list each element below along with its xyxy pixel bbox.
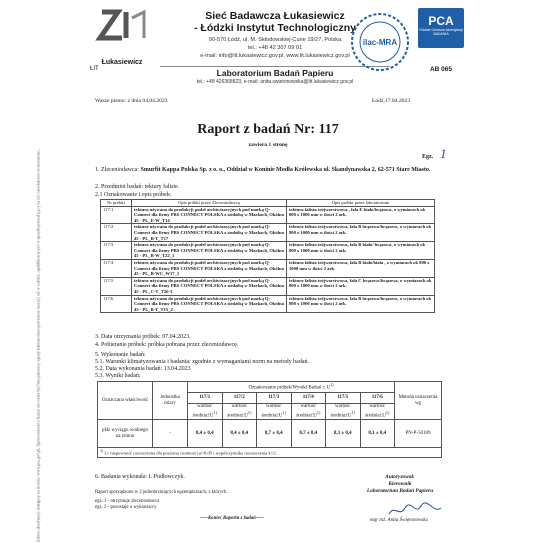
value-label: wartość średnia±U (227, 403, 248, 419)
value-sup: 1) (247, 409, 252, 415)
table-row (98, 420, 442, 448)
email-line: e-mail: info@lit.lukasiewicz.gov.pl, www.lit.lukasiewicz.gov.pl (200, 53, 350, 59)
value-label-cell (222, 403, 257, 420)
address-line: 90-570 Łódź, ul. M. Skłodowskiej-Curie 19/27, Polska (208, 37, 342, 43)
section-performed-by: 6. Badania wykonała: I. Pudłowczyk. (95, 474, 185, 480)
received-letter: Wasze pismo: z dnia 04.04.2023 (95, 98, 168, 104)
section-conditions: 5.1. Warunki klimatyzowania i badania: zgodnie z wymaganiami norm na metody badań. (95, 359, 310, 365)
phone-line: tel.: +48 42 307 09 01 (247, 45, 303, 51)
role-1: Kierownik (388, 481, 412, 487)
value-label: wartość średnia±U (261, 403, 283, 419)
results-header-method: Metoda oznaczenia wg (395, 382, 442, 420)
signer-name: mgr inż. Anita Świętonowska (370, 518, 428, 523)
lab-name: Laboratorium Badań Papieru (216, 68, 334, 78)
sample-no: 117/3 (101, 242, 132, 260)
report-subtitle: zawiera 1 stronę (248, 142, 288, 148)
table-row (98, 448, 442, 458)
sample-lab-desc: tektura falista trójwarstwowa, fala C brązowo/brązowa, o wymiarach ok 800 x 1000 mm w ilości 2 ark. (287, 277, 435, 295)
value-sup: 1) (385, 409, 390, 415)
sample-no: 117/2 (101, 224, 132, 242)
sample-no: 117/6 (101, 295, 132, 313)
result-value: 8,3 ± 0,4 (326, 420, 361, 448)
section-received-date: 3. Data otrzymania próbek: 07.04.2023. (95, 334, 191, 340)
sample-client-desc: tektura używana do produkcji pudeł archiwizacyjnych pod marką Q- Connect dla firmy PBS CONNECT POLSKA z siedzibą w Markach, Okólna 45 - PL_E-W_T14 (132, 206, 287, 224)
value-label: wartość średnia±U (192, 403, 214, 419)
lab-contact: tel.: +48 426368823, e-mail: anita.swietonowska@lit.lukasiewicz.gov.pl (196, 79, 354, 85)
results-sample-col: 117/6 (360, 392, 395, 403)
section-test-date: 5.2. Data wykonania badań: 13.04.2023 (95, 366, 191, 372)
pca-badge (418, 8, 464, 78)
result-method: PN-P-50109 (395, 420, 442, 448)
pca-sub: Polskie Centrum Akredytacji (419, 28, 463, 32)
results-sample-col: 117/1 (188, 392, 223, 403)
table-row (101, 206, 435, 224)
client-label: 1. Zleceniodawca: (95, 167, 139, 173)
table-row (101, 242, 435, 260)
report-title: Raport z badań Nr: 117 (197, 122, 339, 137)
value-label-cell (291, 403, 326, 420)
sample-no: 117/4 (101, 259, 132, 277)
sample-lab-desc: tektura falista trójwarstwowa, fala B brązowo/brązowa, o wymiarach ok 800 x 1000 mm w ilości 2 ark. (287, 295, 435, 313)
org-line2: - Łódzki Instytut Technologiczny (194, 22, 356, 34)
results-sample-col: 117/2 (222, 392, 257, 403)
results-header-group-text: Oznakowanie próbek/Wyniki Badań ± U (248, 385, 331, 391)
distribution-text: Raport sporządzono w 2 jednobrzmiących egzemplarzach, z których: (95, 490, 228, 495)
org-line1: Sieć Badawcza Łukasiewicz (205, 10, 345, 22)
section-samples-label: 2.1 Oznakowanie i opis próbek: (95, 192, 172, 198)
pca-label: PCA (428, 14, 454, 28)
section-subject: 2. Przedmiot badań: tektury faliste. (95, 184, 180, 190)
copy1-text: egz. 1 - otrzymuje zleceniodawca (95, 499, 160, 504)
value-label-cell (360, 403, 395, 420)
table-row (101, 277, 435, 295)
sample-no: 117/1 (101, 206, 132, 224)
value-label: wartość średnia±U (365, 403, 386, 419)
authorized-label: Autoryzował: (385, 474, 415, 480)
value-sup: 1) (316, 409, 321, 415)
ilac-label: ilac-MRA (362, 38, 398, 47)
results-footnote-cell (98, 448, 442, 458)
results-header-unit: Jednostka miary (153, 382, 188, 420)
result-value: 8,4 ± 0,4 (222, 420, 257, 448)
results-sample-col: 117/3 (257, 392, 292, 403)
side-legal-text: Zakres akredytacji dostępny na stronie: www.pca.gov.pl, Sprawozdanie z badań nie może być bez pisemnej zgody laboratorium powielane inaczej niż w całości, opublikowanych w sposób pozwalający na ich niewłaściwe zrozumienie... (35, 147, 41, 543)
value-label-cell (257, 403, 292, 420)
result-property: pHz wyciągu wodnego na zimno (98, 420, 153, 448)
result-value: 8,4 ± 0,4 (188, 420, 223, 448)
results-sample-col: 117/5 (326, 392, 361, 403)
result-unit: - (153, 420, 188, 448)
sample-lab-desc: tektura falista trójwarstwowa, fala B biało/biała , o wymiarach ok 800 x 1000 mm w ilości 2 ark. (287, 259, 435, 277)
value-sup: 1) (351, 409, 355, 415)
sample-lab-desc: tektura falista trójwarstwowa, fala B brązowo/brązowa, o wymiarach ok 800 x 1000 mm w ilości 2 ark. (287, 224, 435, 242)
lukasiewicz-logo (88, 8, 156, 70)
value-label-cell (188, 403, 223, 420)
sample-client-desc: tektura używana do produkcji pudeł archiwizacyjnych pod marką Q- Connect dla firmy PBS CONNECT POLSKA z siedzibą w Markach, Okólna 45 - PL_B-T_T15_2 (132, 295, 287, 313)
copy2-text: egz. 2 - pozostaje u wykonawcy (95, 505, 157, 510)
sample-client-desc: tektura używana do produkcji pudeł archiwizacyjnych pod marką Q- Connect dla firmy PBS CONNECT POLSKA z siedzibą w Markach, Okólna 45 - PL_C-T_T26-3 (132, 277, 287, 295)
distribution-note (95, 490, 228, 511)
logo-text: Łukasiewicz (101, 59, 143, 66)
value-label: wartość średnia±U (330, 403, 352, 419)
copy-label: Egz. (422, 154, 434, 160)
section-results-label: 5.3. Wyniki badań: (95, 373, 141, 379)
sample-client-desc: tektura używana do produkcji pudeł archiwizacyjnych pod marką Q- Connect dla firmy PBS CONNECT POLSKA z siedzibą w Markach, Okólna 45 - PL_B-WC_W17_1 (132, 259, 287, 277)
result-value: 8,7 ± 0,4 (257, 420, 292, 448)
table-row (101, 224, 435, 242)
table-row (101, 259, 435, 277)
value-label: wartość średnia±U (296, 403, 317, 419)
pca-code: AB 065 (429, 66, 453, 73)
results-footnote: U- niepewność rozszerzona dla poziomu istotności α=0,05 i współczynnika rozszerzenia k=2. (104, 450, 277, 456)
copy-number: 1 (440, 146, 447, 161)
value-label-cell (326, 403, 361, 420)
samples-header-no: Nr próbki (101, 200, 132, 207)
results-header-group (188, 382, 395, 393)
signature-image (385, 500, 445, 520)
client-value: Smurfit Kappa Polska Sp. z o. o., Oddział w Koninie Modła Królewska ul. Skandynawska 2, 62-571 Stare Miasto. (140, 167, 431, 173)
results-header-group-sup: 1) (330, 382, 334, 387)
footnote-sup: 1) (100, 449, 104, 454)
authorization-block (350, 474, 450, 495)
ilac-mra-seal (348, 10, 412, 74)
report-end: -----Koniec Raportu z badań----- (200, 516, 264, 521)
sample-no: 117/5 (101, 277, 132, 295)
value-sup: 1) (213, 409, 217, 415)
samples-table (100, 199, 435, 313)
samples-header-client: Opis próbki przez Zleceniodawcę (132, 200, 287, 207)
section-sampling: 4. Pobieranie próbek: próbka pobrana przez zleceniodawcę. (95, 342, 239, 348)
section-execution: 5. Wykonanie badań: (95, 352, 146, 358)
sample-lab-desc: tektura falista trójwarstwowa , fala E biało/brązowa, o wymiarach ok 800 x 1000 mm w ilości 2 ark. (287, 206, 435, 224)
samples-header-lab: Opis próbki przez laboratorium (287, 200, 435, 207)
sample-lab-desc: tektura falista trójwarstwowa, fala B biało/ brązowa, o wymiarach ok 800 x 1000 mm w ilości 2 ark. (287, 242, 435, 260)
sample-client-desc: tektura używana do produkcji pudeł archiwizacyjnych pod marką Q- Connect dla firmy PBS CONNECT POLSKA z siedzibą w Markach, Okólna 45 - PL_B-W_T22_1 (132, 242, 287, 260)
results-table (97, 381, 442, 458)
result-value: 8,1 ± 0,4 (360, 420, 395, 448)
table-row (101, 295, 435, 313)
value-sup: 1) (282, 409, 286, 415)
sample-client-desc: tektura używana do produkcji pudeł archiwizacyjnych pod marką Q- Connect dla firmy PBS CONNECT POLSKA z siedzibą w Markach, Okólna 45 - PL_B-T_T17 (132, 224, 287, 242)
place-date: Łódź,17.04.2023 (372, 98, 411, 104)
results-sample-col: 117/4 (291, 392, 326, 403)
role-2: Laboratorium Badań Papieru (366, 488, 434, 494)
pca-badania: BADANIA (433, 32, 449, 36)
logo-sub: ŁIT (90, 66, 99, 72)
results-header-property: Oznaczana właściwość (98, 382, 153, 420)
section-client (95, 167, 435, 174)
result-value: 8,7 ± 0,4 (291, 420, 326, 448)
